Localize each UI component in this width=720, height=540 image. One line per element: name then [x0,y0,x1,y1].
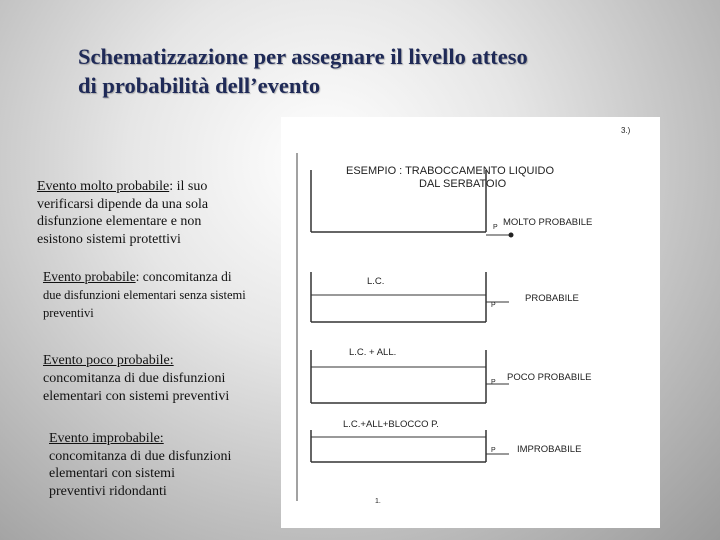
description-label: Evento molto probabile [37,179,170,194]
description-label: Evento probabile [43,269,136,284]
pump-label: P [491,447,496,454]
description-line: esistono sistemi protettivi [37,231,181,247]
description-suffix: : il suo [169,179,208,194]
description-line: disfunzione elementare e non [37,214,202,229]
slide-title [78,42,678,100]
description-line: elementari con sistemi preventivi [43,389,230,404]
tank-row-poco-probabile [311,347,591,403]
description-label: Evento poco probabile: [43,353,174,368]
page-mark: 3.) [621,126,631,135]
description-label: Evento improbabile: [49,431,164,446]
level-label: POCO PROBABILE [507,372,592,383]
control-label: L.C.+ALL+BLOCCO P. [343,419,439,430]
pump-label: P [491,379,496,386]
pump-label: P [493,224,498,231]
scanned-diagram [281,117,660,528]
level-label: IMPROBABILE [517,444,582,455]
diagram-header-line-1: ESEMPIO : TRABOCCAMENTO LIQUIDO [346,165,555,177]
pump-symbol [509,233,514,238]
description-poco-probabile [43,352,273,406]
control-label: L.C. + ALL. [349,347,397,358]
control-label: L.C. [367,276,385,287]
description-improbabile [49,430,279,500]
title-line-1: Schematizzazione per assegnare il livello atteso [78,44,528,69]
description-line: elementari con sistemi [49,466,175,481]
description-line: due disfunzioni elementari senza sistemi [43,288,246,302]
pump-label: P [491,302,496,309]
bottom-mark: 1. [375,498,381,505]
tank-row-improbabile [311,419,581,462]
description-line: preventivi ridondanti [49,483,167,499]
description-line: verificarsi dipende da una sola [37,196,209,212]
description-line: concomitanza di due disfunzioni [49,448,232,464]
description-suffix: : concomitanza di [135,269,232,284]
diagram-header-line-2: DAL SERBATOIO [419,178,507,190]
level-label: MOLTO PROBABILE [503,217,593,228]
diagram-svg [281,117,660,528]
description-probabile [43,268,283,322]
description-line: preventivi [43,306,94,320]
description-line: concomitanza di due disfunzioni [43,371,226,386]
tank-row-probabile [311,272,579,322]
description-molto-probabile [37,178,272,248]
level-label: PROBABILE [525,293,579,304]
title-line-2: di probabilità dell’evento [78,73,321,98]
